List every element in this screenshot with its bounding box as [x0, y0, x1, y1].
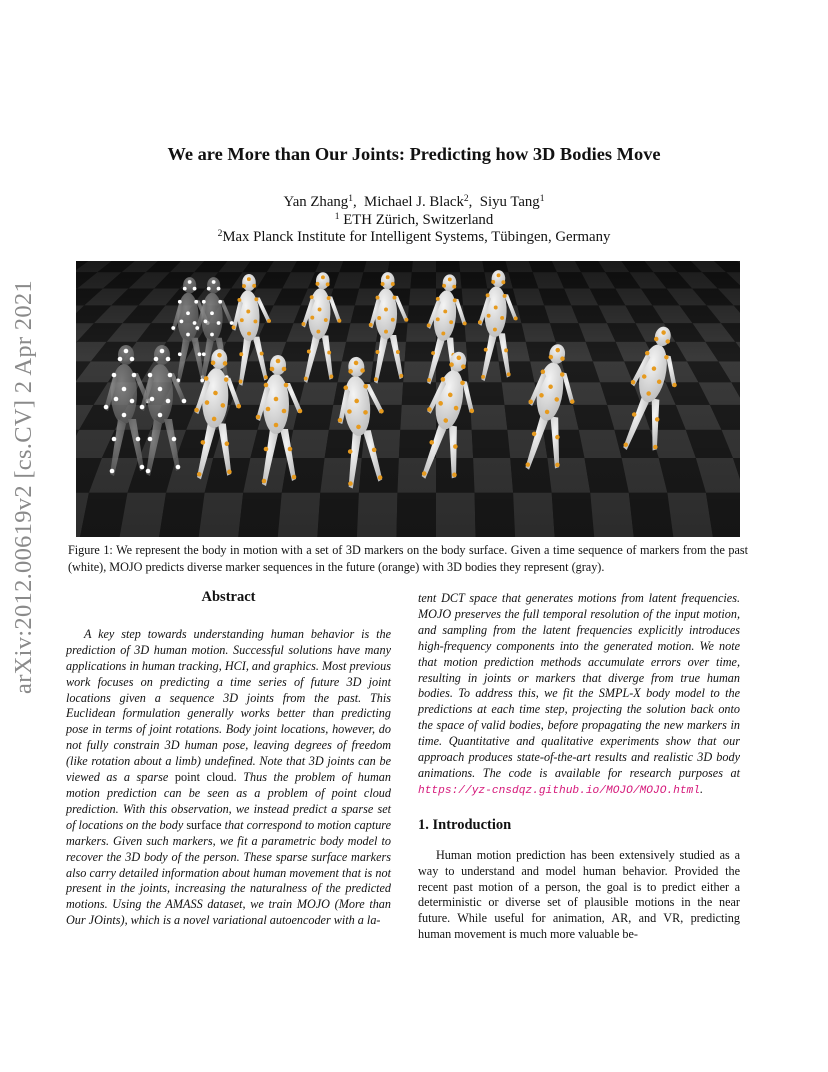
past-marker: [166, 399, 171, 404]
past-marker: [122, 413, 127, 418]
abstract-part: that correspond to motion capture markers. Given such markers, we fit a parametric body model to recover the 3D body of the person. These sparse surface markers also carry detailed information about human movement that is not present in the joints, increasing the naturalness of the predicted motions. Using the AMASS dataset, we train MOJO (More than Our JOints), which is a novel variational autoencoder with a la-: [66, 817, 392, 928]
abstract-upright-term: surface: [186, 817, 222, 832]
author-names: Yan Zhang$^1$, Michael J. Black$^2$, Siyu Tang$^1$: [283, 194, 545, 210]
introduction-heading: 1. Introduction: [418, 816, 512, 833]
left-column: [66, 590, 391, 929]
future-marker: [377, 316, 381, 320]
past-marker: [112, 373, 117, 378]
future-marker: [276, 359, 281, 364]
past-marker: [195, 326, 199, 330]
past-marker: [140, 465, 145, 470]
code-link-period: .: [699, 781, 704, 796]
affiliation-text: ETH Zürich, Switzerland: [343, 211, 494, 228]
past-marker: [158, 413, 163, 418]
arxiv-stamp-text: arXiv:2012.00619v2 [cs.CV] 2 Apr 2021: [10, 280, 38, 694]
author-affil-mark: 2: [463, 194, 469, 204]
past-marker: [194, 300, 198, 304]
future-marker: [381, 282, 385, 286]
abstract-text: [66, 627, 391, 929]
introduction-text: Human motion prediction has been extensively studied as a way to understand and model human behavior. Provided the recent past motion of a person, the goal is to predict either a deterministic or diverse set of plausible motions in the near future. While useful for animation, AR, and VR, predicting human movement is much more valuable be-: [418, 847, 740, 942]
past-marker: [178, 352, 182, 356]
future-marker: [264, 447, 269, 452]
abstract-part: Thus the problem of human motion prediction can be seen as a problem of point cloud prediction. With this observation, we instead predict a sparse set of locations on the body: [66, 770, 391, 832]
future-marker: [266, 407, 271, 412]
past-marker: [200, 379, 204, 383]
future-marker: [256, 415, 261, 420]
future-marker: [399, 374, 403, 378]
future-marker: [391, 318, 395, 322]
future-marker: [292, 475, 297, 480]
past-marker: [148, 437, 153, 442]
past-marker: [202, 300, 206, 304]
affiliation-mark: 1: [334, 211, 340, 222]
figure-1-image: [76, 261, 740, 537]
past-marker: [180, 320, 184, 324]
future-marker: [262, 479, 267, 484]
future-marker: [376, 350, 380, 354]
past-marker: [178, 300, 182, 304]
paper-title: We are More than Our Joints: Predicting how 3D Bodies Move: [167, 144, 661, 164]
past-marker: [204, 320, 208, 324]
abstract-continuation: [418, 591, 740, 800]
future-marker: [282, 409, 287, 414]
future-marker: [288, 447, 293, 452]
future-marker: [374, 377, 378, 381]
future-marker: [274, 397, 279, 402]
past-marker: [148, 373, 153, 378]
affiliation-line: [0, 229, 828, 247]
past-marker: [110, 469, 115, 474]
past-marker: [154, 357, 159, 362]
past-marker: [114, 397, 119, 402]
affiliation-mark: 2: [217, 229, 223, 239]
code-link[interactable]: https://yz-cnsdqz.github.io/MOJO/MOJO.html: [418, 784, 700, 797]
author-name: Siyu Tang: [479, 194, 540, 210]
future-marker: [396, 350, 400, 354]
past-marker: [182, 399, 187, 404]
future-marker: [284, 383, 289, 388]
abstract-upright-term: point cloud.: [174, 770, 237, 785]
future-marker: [384, 308, 388, 312]
past-marker: [198, 352, 202, 356]
past-marker: [124, 349, 129, 354]
past-marker: [202, 352, 206, 356]
past-marker: [158, 387, 163, 392]
past-marker: [171, 326, 175, 330]
author-block: [0, 194, 828, 247]
future-marker: [270, 367, 275, 372]
past-marker: [188, 280, 192, 284]
past-marker: [217, 321, 221, 325]
affiliation-text: Max Planck Institute for Intelligent Systems, Tübingen, Germany: [222, 229, 611, 245]
past-marker: [122, 387, 127, 392]
abstract-part: A key step towards understanding human behavior is the prediction of 3D human motion. Successful solutions have many applications in human tracking, HCI, and graphics. Most previous work focuses on predicting a time series of future 3D joint locations given a sequence 3D joints from the past. This Euclidean formulation generally works better than predicting pose in terms of joint rotations. Body joint locations, however, do not fully constrain 3D human pose, leaving degrees of freedom (like rotation about a limb) undefined. Note that 3D joints can be viewed as a sparse: [66, 626, 391, 785]
past-marker: [210, 311, 214, 315]
future-marker: [391, 282, 395, 286]
future-marker: [264, 383, 269, 388]
future-marker: [274, 423, 279, 428]
past-marker: [207, 287, 211, 291]
past-marker: [176, 465, 181, 470]
figure-caption: Figure 1: We represent the body in motion with a set of 3D markers on the body surface. Given a time sequence of markers from the past (white), MOJO predicts diverse marker sequences in the future (orange) with 3D bodies they represent (gray).: [68, 543, 748, 574]
arxiv-stamp: [4, 280, 44, 694]
past-marker: [183, 287, 187, 291]
future-marker: [376, 296, 380, 300]
future-marker: [384, 330, 388, 334]
future-marker: [282, 367, 287, 372]
figure-1-render: [76, 261, 740, 537]
past-marker: [210, 333, 214, 337]
past-marker: [166, 357, 171, 362]
past-marker: [118, 357, 123, 362]
past-marker: [146, 469, 151, 474]
past-marker: [130, 399, 135, 404]
past-marker: [160, 349, 165, 354]
author-name: Michael J. Black: [364, 194, 464, 210]
past-marker: [193, 321, 197, 325]
author-name: Yan Zhang: [283, 194, 349, 210]
author-affil-mark: 1: [348, 194, 353, 204]
past-marker: [104, 405, 109, 410]
past-marker: [172, 437, 177, 442]
future-marker: [386, 275, 390, 279]
past-marker: [217, 287, 221, 291]
abstract-continuation-text: tent DCT space that generates motions from latent frequencies. MOJO preserves the full temporal resolution of the input motion, and sampling from the latent frequencies explicitly introduces high-frequency components into the generated motion. We note that motion prediction methods accumulate errors over time, resulting in joints or markers that diverge from true human bodies. To address this, we fit the SMPL-X body model to the predictions at each time step, projecting the solution back onto the space of valid bodies, before propagating the new markers in time. Quantitative and qualitative experiments show that our approach produces state-of-the-art results and realistic 3D body animations. The code is available for research purposes at: [418, 591, 740, 780]
future-marker: [298, 409, 303, 414]
future-marker: [393, 296, 397, 300]
past-marker: [193, 287, 197, 291]
past-marker: [218, 300, 222, 304]
past-marker: [212, 280, 216, 284]
past-marker: [130, 357, 135, 362]
past-marker: [140, 405, 145, 410]
right-column: [418, 591, 740, 943]
future-marker: [404, 318, 408, 322]
past-marker: [132, 373, 137, 378]
past-marker: [112, 437, 117, 442]
future-marker: [369, 323, 373, 327]
author-affil-mark: 1: [539, 194, 545, 204]
abstract-heading: Abstract: [201, 589, 256, 605]
affiliation-line: [0, 212, 828, 230]
past-marker: [186, 333, 190, 337]
past-marker: [186, 311, 190, 315]
past-marker: [150, 397, 155, 402]
past-marker: [168, 373, 173, 378]
past-marker: [136, 437, 141, 442]
past-marker: [230, 321, 234, 325]
